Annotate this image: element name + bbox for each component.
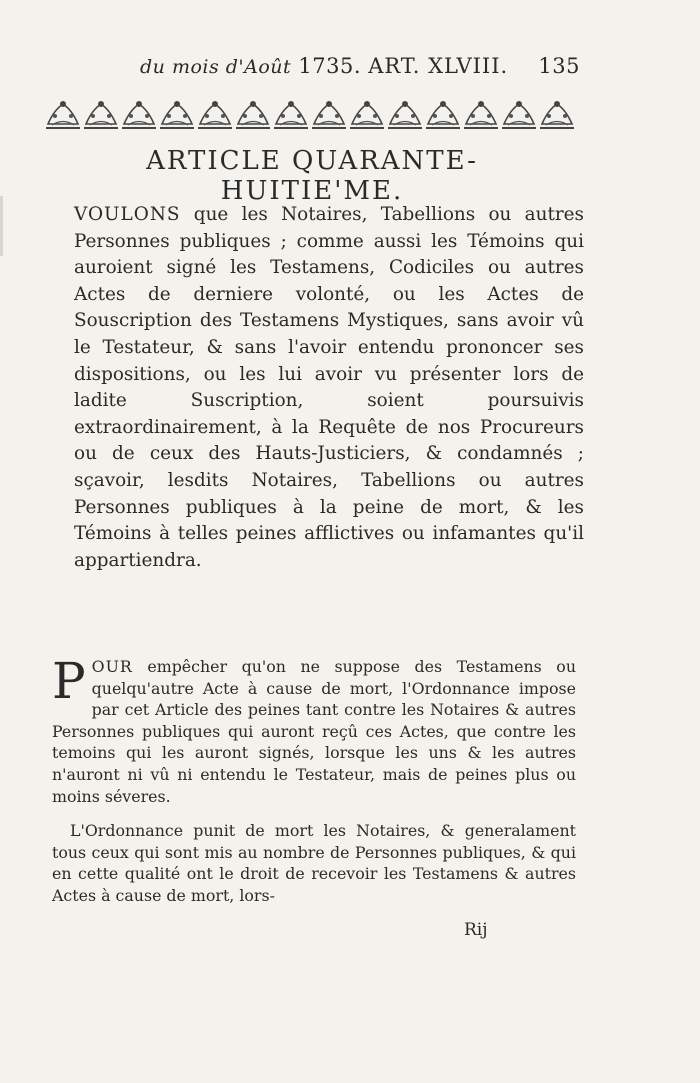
commentary-paragraph-2: L'Ordonnance punit de mort les Notaires, & generalament tous ceux qui sont mis au nombre de Personnes publiques, & qui en cette qualité ont le droit de recevoir les Testamens & autres Actes à cause de mort, lors- xyxy=(52,821,576,905)
ordinance-text xyxy=(74,202,584,574)
ordinance-first-word: VOULONS xyxy=(74,204,181,225)
running-head xyxy=(140,54,580,88)
ordinance-body: que les Notaires, Tabellions ou autres Personnes publiques ; comme aussi les Témoins qui auroient signé les Testamens, Codiciles ou autres Actes de derniere volonté, ou les Actes de Souscription des Testamens Mystiques, sans avoir vû le Testateur, & sans l'avoir entendu prononcer ses dispositions, ou les lui avoir vu présenter lors de ladite Suscription, soient poursuivis extraordinairement, à la Requête de nos Procureurs ou de ceux des Hauts-Justiciers, & condamnés ; sçavoir, lesdits Notaires, Tabellions ou autres Personnes publiques à la peine de mort, & les Témoins à telles peines afflictives ou infamantes qu'il appartiendra. xyxy=(74,204,584,571)
page-number: 135 xyxy=(538,54,580,78)
ornament-band xyxy=(44,96,578,132)
running-head-date: du mois d'Août xyxy=(140,56,292,78)
drop-capital: P xyxy=(52,652,86,710)
commentary-paragraph xyxy=(52,652,576,807)
commentary-body: empêcher qu'on ne suppose des Testamens ou quelqu'autre Acte à cause de mort, l'Ordonnance impose par cet Article des peines tant contre les Notaires & autres Personnes publiques qui auront reçû ces Actes, que contre les temoins qui les auront signés, lorsque les uns & les autres n'auront ni vû ni entendu le Testateur, mais de peines plus ou moins séveres. xyxy=(52,657,576,806)
running-head-article: ART. XLVIII. xyxy=(368,54,509,78)
article-title: ARTICLE QUARANTE-HUITIE'ME. xyxy=(146,146,478,206)
signature-mark: Rij xyxy=(464,920,488,940)
commentary-smallcaps: OUR xyxy=(91,657,133,676)
page-edge-mark xyxy=(0,196,3,256)
running-head-year: 1735. xyxy=(298,54,361,78)
